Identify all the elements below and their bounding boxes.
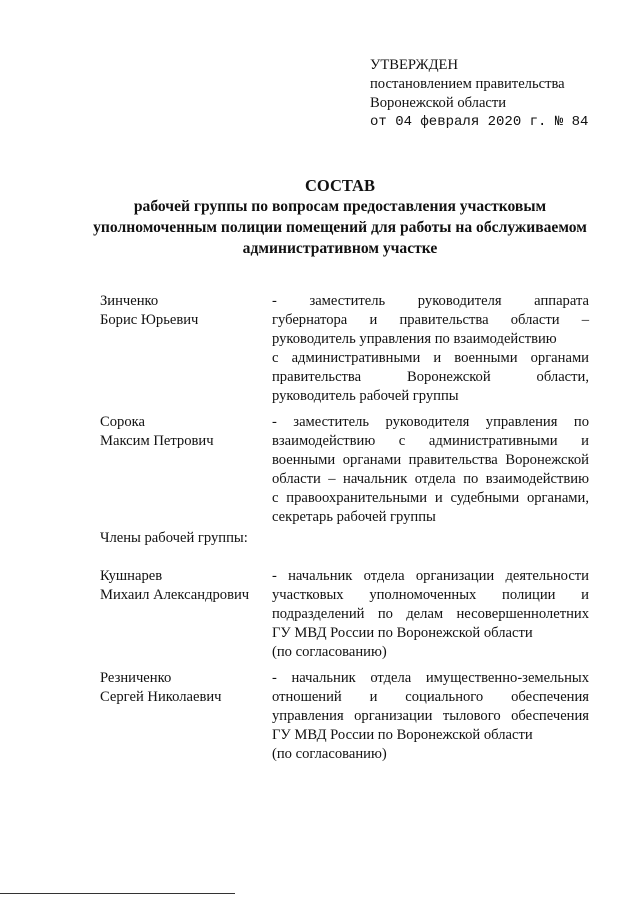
- approval-title: УТВЕРЖДЕН: [370, 57, 458, 73]
- role-line: руководитель управления по взаимодействию: [272, 331, 557, 347]
- role-line: губернатора и правительства области –: [272, 312, 589, 328]
- role-line: подразделений по делам несовершеннолетних: [272, 606, 589, 622]
- role-line: секретарь рабочей группы: [272, 509, 436, 525]
- role-line: - начальник отдела организации деятельности: [272, 568, 589, 584]
- role-line: военными органами правительства Воронежской: [272, 452, 589, 468]
- member-name-zinchenko: [100, 292, 198, 330]
- role-line: правительства Воронежской области,: [272, 369, 589, 385]
- member-name-reznichenko: [100, 669, 222, 707]
- footer-rule: [0, 893, 235, 894]
- title-main: СОСТАВ: [305, 176, 375, 195]
- member-name-soroka: [100, 413, 214, 451]
- approval-region: Воронежской области: [370, 95, 507, 111]
- member-given-name: Максим Петрович: [100, 433, 214, 449]
- role-line: с административными и военными органами: [272, 350, 589, 366]
- role-line: (по согласованию): [272, 644, 387, 660]
- title-line-1: рабочей группы по вопросам предоставления участковым: [133, 198, 547, 215]
- role-line: - заместитель руководителя аппарата: [272, 293, 589, 309]
- role-line: ГУ МВД России по Воронежской области: [272, 727, 533, 743]
- role-line: - начальник отдела имущественно-земельных: [272, 670, 589, 686]
- member-role-reznichenko: [272, 669, 589, 764]
- role-line: руководитель рабочей группы: [272, 388, 459, 404]
- role-line: участковых уполномоченных полиции и: [272, 587, 589, 603]
- approval-resolution: постановлением правительства: [370, 76, 565, 92]
- role-line: ГУ МВД России по Воронежской области: [272, 625, 533, 641]
- member-given-name: Михаил Александрович: [100, 587, 250, 603]
- member-surname: Зинченко: [100, 293, 159, 309]
- approval-stamp: [370, 56, 588, 132]
- members-section-label: Члены рабочей группы:: [100, 530, 248, 546]
- role-line: отношений и социального обеспечения: [272, 689, 589, 705]
- title-line-3: административном участке: [242, 240, 438, 257]
- member-surname: Кушнарев: [100, 568, 163, 584]
- member-role-kushnarev: [272, 567, 589, 662]
- member-role-soroka: [272, 413, 589, 527]
- document-title: [90, 175, 590, 259]
- approval-date: от 04 февраля 2020 г. № 84: [370, 114, 589, 130]
- title-line-2: уполномоченным полиции помещений для работы на обслуживаемом: [93, 219, 587, 236]
- member-surname: Резниченко: [100, 670, 172, 686]
- role-line: (по согласованию): [272, 746, 387, 762]
- role-line: области – начальник отдела по взаимодействию: [272, 471, 589, 487]
- role-line: с правоохранительными и судебными органами,: [272, 490, 589, 506]
- role-line: взаимодействию с административными и: [272, 433, 589, 449]
- role-line: управления организации тылового обеспечения: [272, 708, 589, 724]
- member-name-kushnarev: [100, 567, 249, 605]
- member-given-name: Сергей Николаевич: [100, 689, 222, 705]
- role-line: - заместитель руководителя управления по: [272, 414, 589, 430]
- member-surname: Сорока: [100, 414, 145, 430]
- member-role-zinchenko: [272, 292, 589, 406]
- member-given-name: Борис Юрьевич: [100, 312, 199, 328]
